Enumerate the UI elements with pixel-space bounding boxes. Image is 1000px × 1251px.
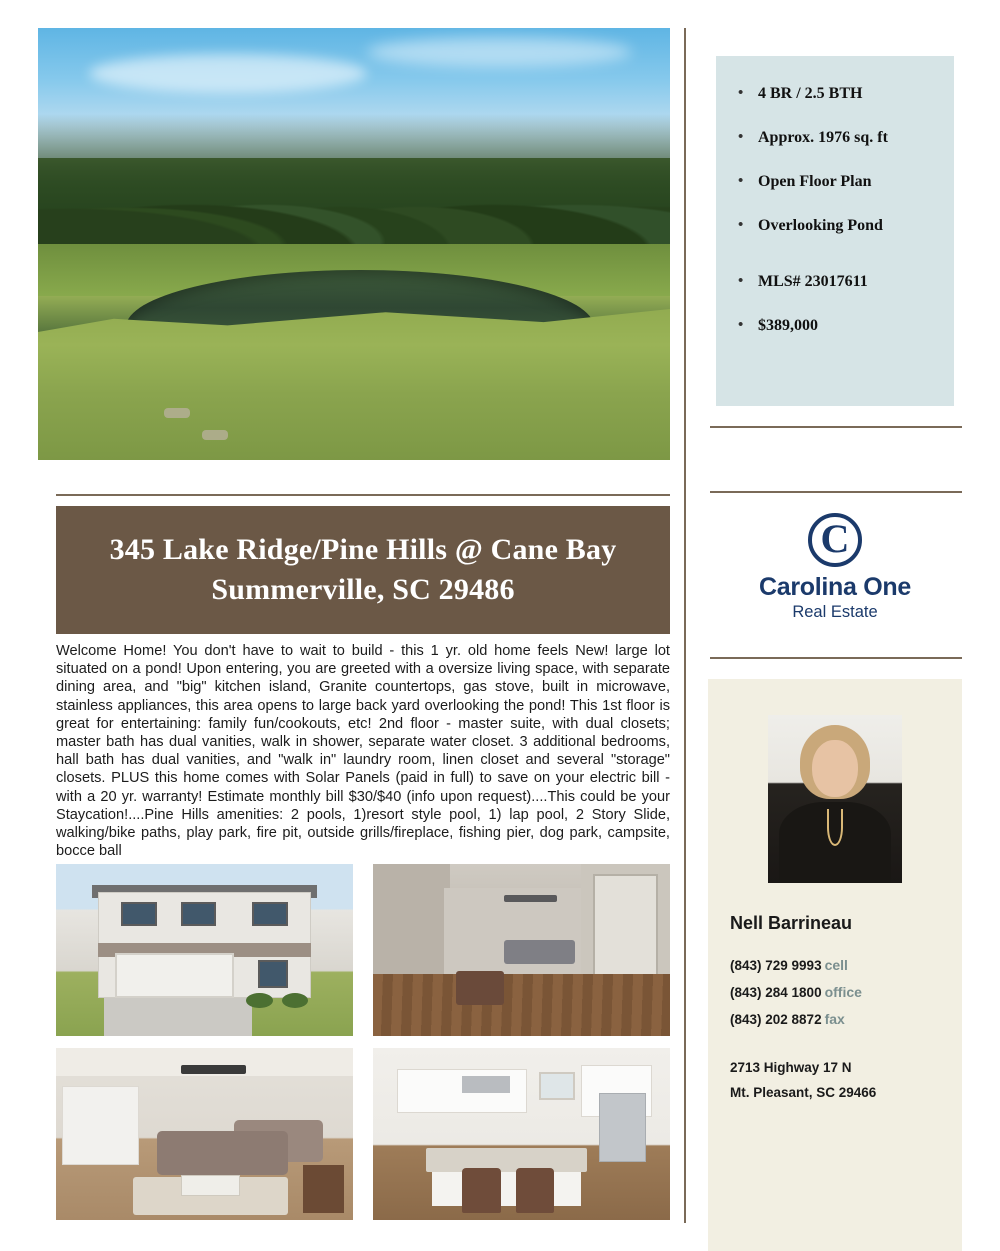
column-divider: [684, 28, 686, 1223]
necklace-shape: [827, 809, 843, 846]
brand-name: Carolina One: [759, 573, 911, 601]
cloud-shape: [367, 37, 632, 67]
feature-item: • Open Floor Plan: [758, 172, 940, 192]
chair-shape: [456, 971, 504, 1005]
contact-row-cell[interactable]: [730, 952, 962, 979]
window-shape: [539, 1072, 575, 1100]
contact-row-fax[interactable]: [730, 1006, 962, 1033]
shrub: [282, 993, 309, 1008]
thumbnail-hallway: [373, 864, 670, 1036]
hero-property-photo: [38, 28, 670, 460]
near-lawn: [38, 296, 670, 460]
feature-item-price: • $389,000: [758, 316, 940, 336]
phone-number: (843) 202 8872: [730, 1012, 822, 1027]
driveway: [104, 998, 253, 1036]
wall-left: [373, 864, 450, 984]
brand-block: [708, 513, 962, 622]
agent-panel: [708, 679, 962, 1251]
page-title: 345 Lake Ridge/Pine Hills @ Cane Bay: [109, 533, 617, 566]
sofa-shape: [157, 1131, 288, 1176]
brand-subtitle: Real Estate: [792, 603, 878, 621]
thumbnail-kitchen: [373, 1048, 670, 1220]
feature-item: • Overlooking Pond: [758, 216, 940, 236]
listing-description: Welcome Home! You don't have to wait to build - this 1 yr. old home feels New! large lot situated on a pond! Upon entering, you are greeted with a oversize living space, with separate dining area, and "big" kitchen island, Granite countertops, gas stove, built in microwave, stainless appliances, this area opens to large back yard overlooking the pond! This 1st floor is great for entertaining: family fun/cookouts, etc! 2nd floor - master suite, with dual closets; master bath has dual vanities, walk in shower, separate water closet. 3 additional bedrooms, hall bath has dual vanities, and "walk in" laundry room, linen closet and several "storage" closets. PLUS this home comes with Solar Panels (paid in full) to save on your electric bill - with a 20 yr. warranty! Estimate monthly bill $30/$40 (info upon request)....This could be your Staycation!....Pine Hills amenities: 2 pools, 1)resort style pool, 1) lap pool, 2 Story Slide, walking/bike paths, play park, fire pit, outside grills/fireplace, fishing pier, dog park, campsite, bocce ball: [56, 643, 670, 860]
phone-label: cell: [824, 957, 848, 973]
window-shape: [121, 902, 157, 926]
feature-item: • 4 BR / 2.5 BTH: [758, 84, 940, 104]
treeline: [38, 114, 670, 252]
agent-contacts: [708, 952, 962, 1033]
ceiling-fan: [181, 1065, 246, 1074]
coffee-table: [181, 1175, 240, 1196]
avatar: [768, 715, 902, 883]
divider-rule: [710, 491, 962, 493]
microwave-hood: [462, 1076, 510, 1093]
entry-door: [258, 960, 288, 988]
listing-title-band: [56, 506, 670, 634]
shrub: [246, 993, 273, 1008]
phone-number: (843) 729 9993: [730, 958, 822, 973]
bar-stool: [462, 1168, 501, 1213]
photo-grid: [56, 864, 670, 1220]
address-line-1: 2713 Highway 17 N: [730, 1060, 852, 1075]
granite-island-top: [426, 1148, 586, 1172]
island-base: [432, 1168, 581, 1206]
feature-item: • Approx. 1976 sq. ft: [758, 128, 940, 148]
phone-label: office: [824, 984, 862, 1000]
carolina-one-logo-icon: [808, 513, 862, 567]
page-subtitle: Summerville, SC 29486: [211, 573, 515, 606]
features-panel: [716, 56, 954, 406]
address-line-2: Mt. Pleasant, SC 29466: [730, 1085, 877, 1100]
cloud-shape: [89, 54, 367, 93]
features-list: [730, 84, 940, 336]
agent-address: [708, 1055, 962, 1105]
refrigerator: [599, 1093, 647, 1162]
face-shape: [812, 740, 858, 797]
thumbnail-living-room: [56, 1048, 353, 1220]
phone-label: fax: [824, 1011, 845, 1027]
right-column: [708, 28, 962, 1223]
feature-item-mls: • MLS# 23017611: [758, 272, 940, 292]
cabinet-shape: [303, 1165, 345, 1213]
stone: [164, 408, 190, 418]
stone: [202, 430, 228, 440]
title-divider: [56, 494, 670, 496]
bar-stool: [516, 1168, 555, 1213]
wood-floor: [373, 974, 670, 1036]
left-column: [38, 28, 670, 1223]
sofa-shape: [504, 940, 575, 964]
thumbnail-exterior: [56, 864, 353, 1036]
window-shape: [252, 902, 288, 926]
kitchen-cabinets: [62, 1086, 139, 1165]
ceiling-fan: [504, 895, 557, 902]
agent-name: Nell Barrineau: [730, 913, 853, 933]
divider-rule: [710, 426, 962, 428]
divider-rule: [710, 657, 962, 659]
contact-row-office[interactable]: [730, 979, 962, 1006]
window-shape: [181, 902, 217, 926]
garage-door: [115, 953, 234, 998]
phone-number: (843) 284 1800: [730, 985, 822, 1000]
